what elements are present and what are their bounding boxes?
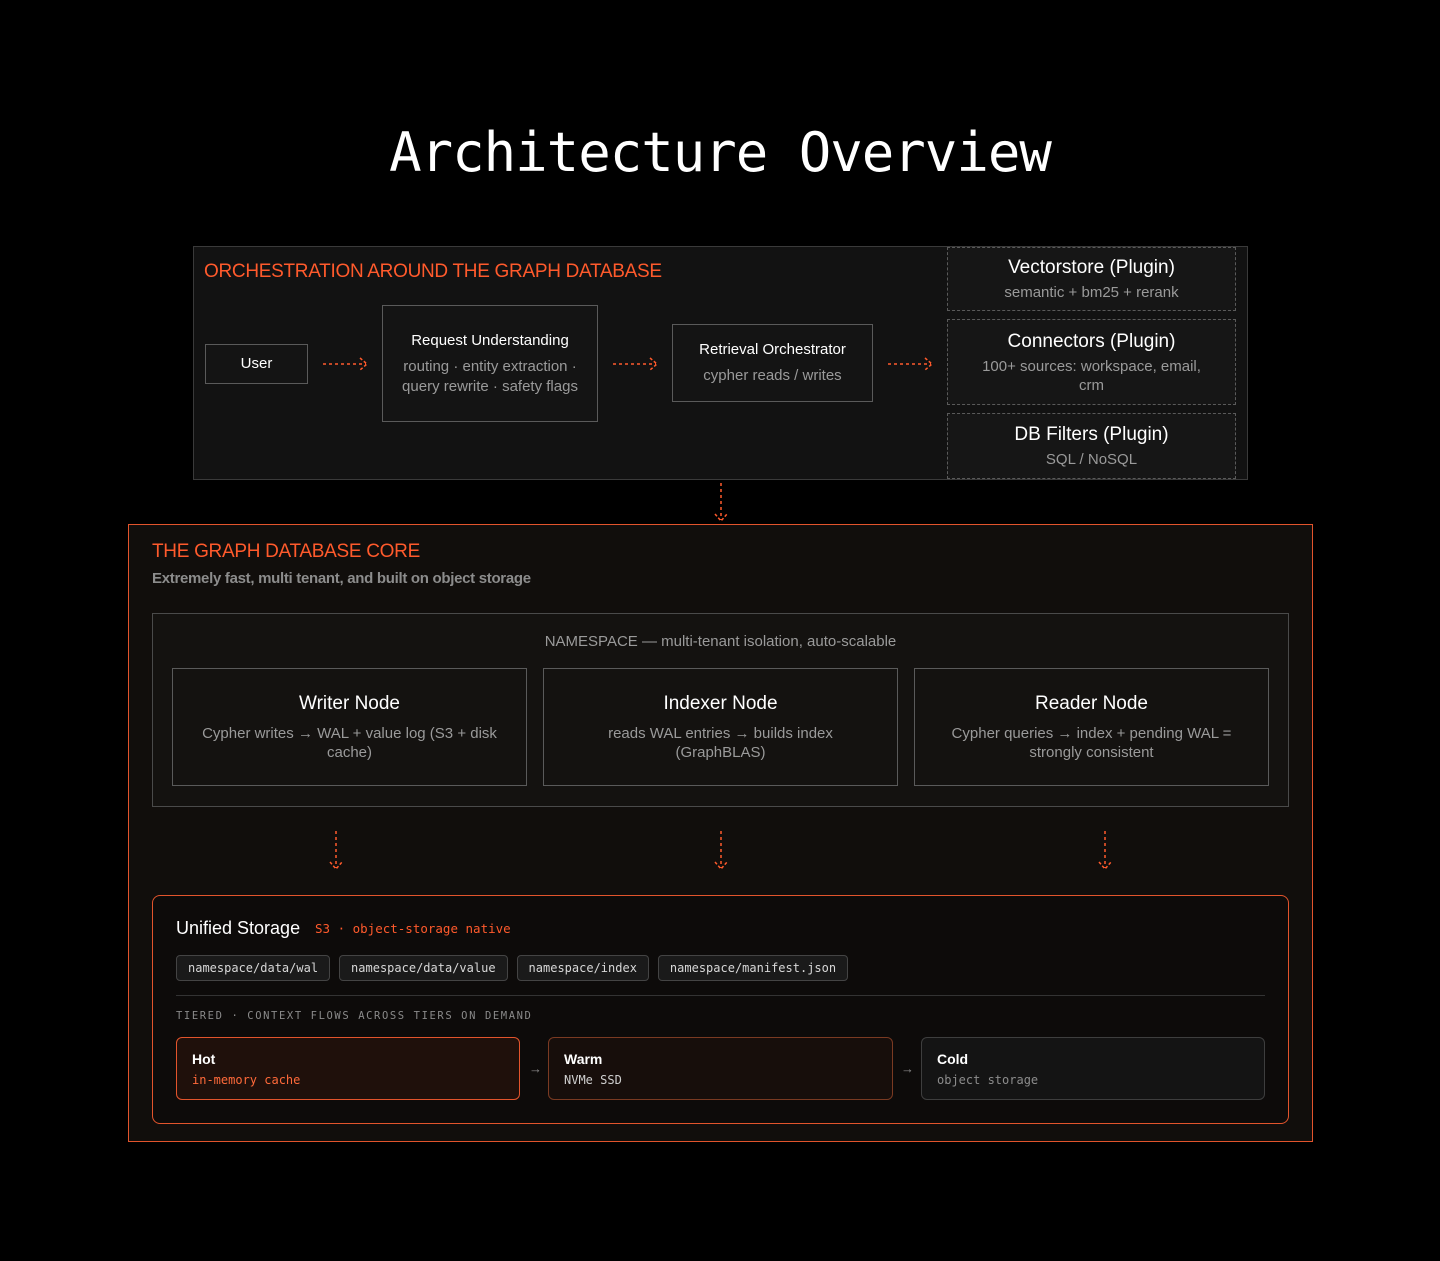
- plugin-subtitle: 100+ sources: workspace, email, crm: [982, 357, 1201, 394]
- storage-title: Unified Storage: [176, 918, 301, 938]
- connectors-plugin: [947, 319, 1236, 405]
- node-subtitle: reads WAL entries → builds index (GraphBLAS): [608, 725, 833, 761]
- path-chip: namespace/index: [517, 955, 649, 981]
- storage-paths: [176, 955, 848, 981]
- tier-name: Cold: [937, 1051, 969, 1067]
- arrow-down-icon: [711, 482, 731, 524]
- node-subtitle: Cypher writes → WAL + value log (S3 + disk cache): [202, 725, 497, 761]
- page-title: Architecture Overview: [389, 121, 1051, 184]
- tier-label: TIERED · CONTEXT FLOWS ACROSS TIERS ON DEMAND: [176, 1010, 533, 1022]
- node-subtitle: Cypher queries → index + pending WAL = strongly consistent: [951, 725, 1232, 761]
- node-title: Writer Node: [298, 693, 400, 714]
- user-label: User: [240, 355, 273, 372]
- retrieval-orchestrator-box: [672, 324, 873, 402]
- tier-name: Hot: [192, 1051, 216, 1067]
- retrieval-subtitle: cypher reads / writes: [703, 367, 842, 385]
- plugin-title: DB Filters (Plugin): [1014, 424, 1169, 445]
- tier-desc: object storage: [937, 1073, 1039, 1087]
- retrieval-title: Retrieval Orchestrator: [699, 341, 846, 359]
- tier-name: Warm: [564, 1051, 603, 1067]
- core-heading: THE GRAPH DATABASE CORE: [152, 541, 420, 562]
- node-title: Indexer Node: [663, 693, 778, 714]
- plugin-subtitle: SQL / NoSQL: [1045, 451, 1138, 468]
- tier-cold: [921, 1037, 1265, 1100]
- vectorstore-plugin: [947, 247, 1236, 311]
- tier-arrow-icon: →: [529, 1061, 542, 1076]
- arrow-right-icon: [322, 355, 370, 373]
- tier-arrow-icon: →: [901, 1061, 914, 1076]
- tier-desc: NVMe SSD: [564, 1073, 622, 1087]
- arrow-right-icon: [887, 355, 935, 373]
- core-subtitle: Extremely fast, multi tenant, and built on object storage: [152, 570, 531, 587]
- arrow-down-icon: [1095, 830, 1115, 872]
- path-chip: namespace/manifest.json: [658, 955, 848, 981]
- reader-node: [914, 668, 1269, 786]
- divider: [176, 995, 1265, 996]
- path-chip: namespace/data/value: [339, 955, 508, 981]
- indexer-node: [543, 668, 898, 786]
- tier-hot: [176, 1037, 520, 1100]
- path-chip: namespace/data/wal: [176, 955, 330, 981]
- namespace-title: NAMESPACE — multi-tenant isolation, auto-scalable: [544, 633, 897, 650]
- db-filters-plugin: [947, 413, 1236, 479]
- arrow-down-icon: [711, 830, 731, 872]
- writer-node: [172, 668, 527, 786]
- request-subtitle: routing · entity extraction · query rewrite · safety flags: [402, 358, 578, 395]
- arrow-down-icon: [326, 830, 346, 872]
- request-title: Request Understanding: [411, 332, 569, 349]
- orchestration-heading: ORCHESTRATION AROUND THE GRAPH DATABASE: [204, 261, 662, 282]
- arrow-right-icon: [612, 355, 660, 373]
- request-understanding-box: [382, 305, 598, 422]
- node-title: Reader Node: [1034, 693, 1149, 714]
- plugin-subtitle: semantic + bm25 + rerank: [1004, 284, 1179, 301]
- plugin-title: Connectors (Plugin): [1007, 330, 1176, 352]
- tier-warm: [548, 1037, 893, 1100]
- tier-desc: in-memory cache: [192, 1073, 301, 1087]
- plugin-title: Vectorstore (Plugin): [1008, 257, 1175, 278]
- user-box: [205, 344, 308, 384]
- storage-tag: S3 · object-storage native: [315, 921, 511, 936]
